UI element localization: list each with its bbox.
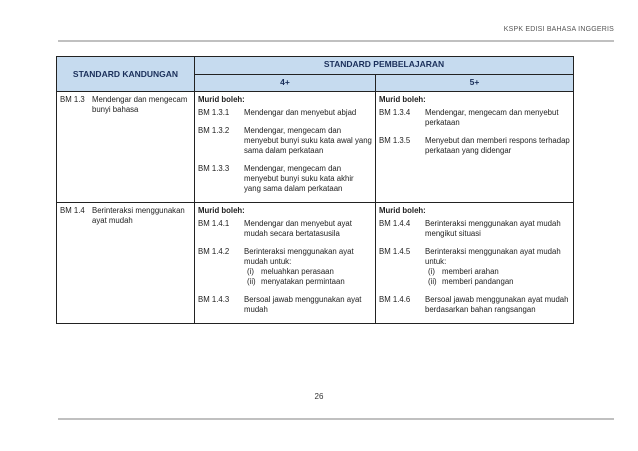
learning-standard-text	[425, 247, 570, 287]
learning-standard-code: BM 1.4.1	[198, 219, 230, 228]
header-level-5: 5+	[376, 74, 574, 92]
sub-item-number: (i)	[428, 267, 435, 276]
learning-standard-description: Mendengar, mengecam dan menyebut bunyi suku kata awal yang sama dalam perkataan	[244, 126, 372, 155]
learning-standard-item	[198, 126, 372, 156]
standard-code: BM 1.3	[60, 95, 85, 104]
learning-standard-code: BM 1.4.4	[379, 219, 411, 228]
learning-standard-description: Mendengar dan menyebut abjad	[244, 108, 357, 117]
sub-item	[244, 267, 372, 277]
learning-standard-description: Mendengar, mengecam dan menyebut perkataan	[425, 108, 559, 127]
learning-standard-item	[198, 164, 372, 194]
table-row	[57, 203, 574, 324]
learning-standard-text	[425, 295, 570, 315]
sub-item	[425, 277, 570, 287]
learning-standard-description: Menyebut dan memberi respons terhadap perkataan yang didengar	[425, 136, 570, 155]
learning-standard-text	[244, 219, 372, 239]
learning-standards-list	[376, 92, 573, 164]
learning-standard-item	[198, 219, 372, 239]
murid-boleh-label: Murid boleh:	[379, 206, 426, 215]
learning-standards-list	[195, 92, 375, 202]
learning-standard-item	[379, 108, 570, 128]
learning-standard-description: Mendengar dan menyebut ayat mudah secara bertatasusila	[244, 219, 352, 238]
learning-standard-code: BM 1.3.2	[198, 126, 230, 135]
murid-boleh-label: Murid boleh:	[198, 206, 245, 215]
sub-item-text: menyatakan permintaan	[261, 277, 345, 286]
learning-standard-description: Berinteraksi menggunakan ayat mudah untuk:	[425, 247, 561, 266]
header-level-4: 4+	[195, 74, 376, 92]
learning-standard-description: Berinteraksi menggunakan ayat mudah mengikut situasi	[425, 219, 561, 238]
learning-standard-code: BM 1.3.1	[198, 108, 230, 117]
sub-item-text: meluahkan perasaan	[261, 267, 334, 276]
table-row	[57, 92, 574, 203]
header-standard-kandungan: STANDARD KANDUNGAN	[57, 57, 195, 92]
curriculum-table	[56, 56, 574, 324]
sub-item-number: (ii)	[428, 277, 437, 286]
learning-standard-description: Bersoal jawab menggunakan ayat mudah	[244, 295, 362, 314]
header-standard-pembelajaran: STANDARD PEMBELAJARAN	[195, 57, 574, 75]
learning-standards-list	[376, 203, 573, 323]
learning-standard-item	[198, 295, 372, 315]
learning-standard-code: BM 1.3.3	[198, 164, 230, 173]
learning-standard-item	[379, 136, 570, 156]
murid-boleh-label: Murid boleh:	[379, 95, 426, 104]
sub-item	[244, 277, 372, 287]
sub-item	[425, 267, 570, 277]
learning-standard-text	[425, 108, 570, 128]
level-4-cell	[195, 203, 376, 324]
learning-standard-description: Mendengar, mengecam dan menyebut bunyi suku kata akhir yang sama dalam perkataan	[244, 164, 354, 193]
learning-standard-item	[379, 219, 570, 239]
standard-description: Berinteraksi menggunakan ayat mudah	[92, 206, 185, 225]
sub-item-text: memberi pandangan	[442, 277, 514, 286]
standard-kandungan-cell	[57, 203, 195, 324]
sub-item-text: memberi arahan	[442, 267, 499, 276]
learning-standards-list	[195, 203, 375, 323]
learning-standard-description: Berinteraksi menggunakan ayat mudah untuk:	[244, 247, 354, 266]
learning-standard-item	[379, 247, 570, 287]
learning-standard-item	[198, 247, 372, 287]
standard-kandungan-cell	[57, 92, 195, 203]
learning-standard-text	[244, 126, 372, 156]
learning-standard-code: BM 1.4.5	[379, 247, 411, 256]
learning-standard-code: BM 1.3.5	[379, 136, 411, 145]
learning-standard-item	[379, 295, 570, 315]
learning-standard-text	[244, 164, 372, 194]
learning-standard-text	[425, 136, 570, 156]
murid-boleh-label: Murid boleh:	[198, 95, 245, 104]
learning-standard-text	[244, 247, 372, 287]
standard-kandungan	[57, 203, 194, 230]
standard-kandungan	[57, 92, 194, 119]
learning-standard-code: BM 1.4.6	[379, 295, 411, 304]
standard-code: BM 1.4	[60, 206, 85, 215]
sub-item-number: (ii)	[247, 277, 256, 286]
learning-standard-code: BM 1.3.4	[379, 108, 411, 117]
level-5-cell	[376, 92, 574, 203]
learning-standard-text	[425, 219, 570, 239]
learning-standard-text	[244, 108, 372, 118]
learning-standard-code: BM 1.4.2	[198, 247, 230, 256]
learning-standard-description: Bersoal jawab menggunakan ayat mudah berdasarkan bahan rangsangan	[425, 295, 569, 314]
standard-description: Mendengar dan mengecam bunyi bahasa	[92, 95, 188, 114]
page-number: 26	[314, 392, 324, 401]
level-5-cell	[376, 203, 574, 324]
level-4-cell	[195, 92, 376, 203]
footer-rule	[58, 418, 614, 420]
learning-standard-code: BM 1.4.3	[198, 295, 230, 304]
running-header: KSPK EDISI BAHASA INGGERIS	[503, 26, 614, 33]
header-rule	[58, 40, 614, 42]
learning-standard-item	[198, 108, 372, 118]
sub-item-number: (i)	[247, 267, 254, 276]
learning-standard-text	[244, 295, 372, 315]
